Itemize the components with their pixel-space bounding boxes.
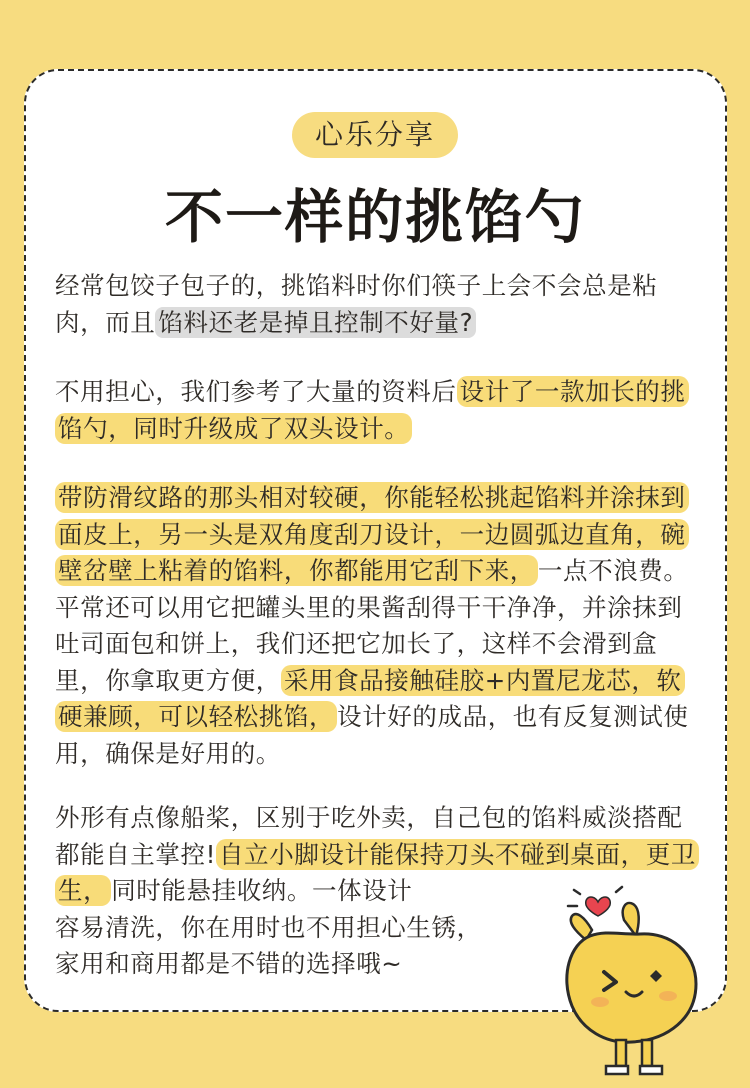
paragraph-3 [55,480,705,772]
paragraph-1 [55,268,705,341]
page-title: 不一样的挑馅勺 [164,183,585,251]
paragraph-1-highlight: 馅料还老是掉且控制不好量? [155,307,476,338]
paragraph-4-text-4: 家用和商用都是不错的选择哦~ [55,949,403,978]
paragraph-2-text: 不用担心，我们参考了大量的资料后 [55,377,457,406]
paragraph-2-highlight: 设计了一款加长的挑馅勺，同时升级成了双头设计。 [55,376,689,444]
paragraph-4-text-2: 同时能悬挂收纳。一体设计 [111,876,413,905]
paragraph-4-text-3: 容易清洗，你在用时也不用担心生锈， [55,912,482,942]
heart-hand-mascot-icon [550,880,740,1080]
paragraph-3-highlight-1: 带防滑纹路的那头相对较硬，你能轻松挑起馅料并涂抹到面皮上，另一头是双角度刮刀设计，一边圆弧边直角，碗壁岔壁上粘着的馅料，你都能用它刮下来， [55,482,689,586]
paragraph-1-text: 经常包饺子包子的，挑馅料时你们筷子上会不会总是粘肉，而且 [55,271,658,337]
paragraph-3-text: 一点不浪费。平常还可以用它把罐头里的果酱刮得干干净净，并涂抹到吐司面包和饼上，我们还把它加长了，这样不会滑到盒里，你拿取更方便， [55,556,689,695]
paragraph-4-highlight: 自立小脚设计能保持刀头不碰到桌面，更卫生， [55,839,699,907]
paragraph-4-text: 外形有点像船桨，区别于吃外卖，自己包的馅料威淡搭配都能自主掌控! [55,803,683,869]
paragraph-3-highlight-2: 采用食品接触硅胶+内置尼龙芯，软硬兼顾，可以轻松挑馅， [55,665,685,733]
paragraph-2 [55,374,705,447]
section-tag: 心乐分享 [292,112,458,158]
paragraph-3-text-end: 设计好的成品，也有反复测试使用，确保是好用的。 [55,702,689,768]
